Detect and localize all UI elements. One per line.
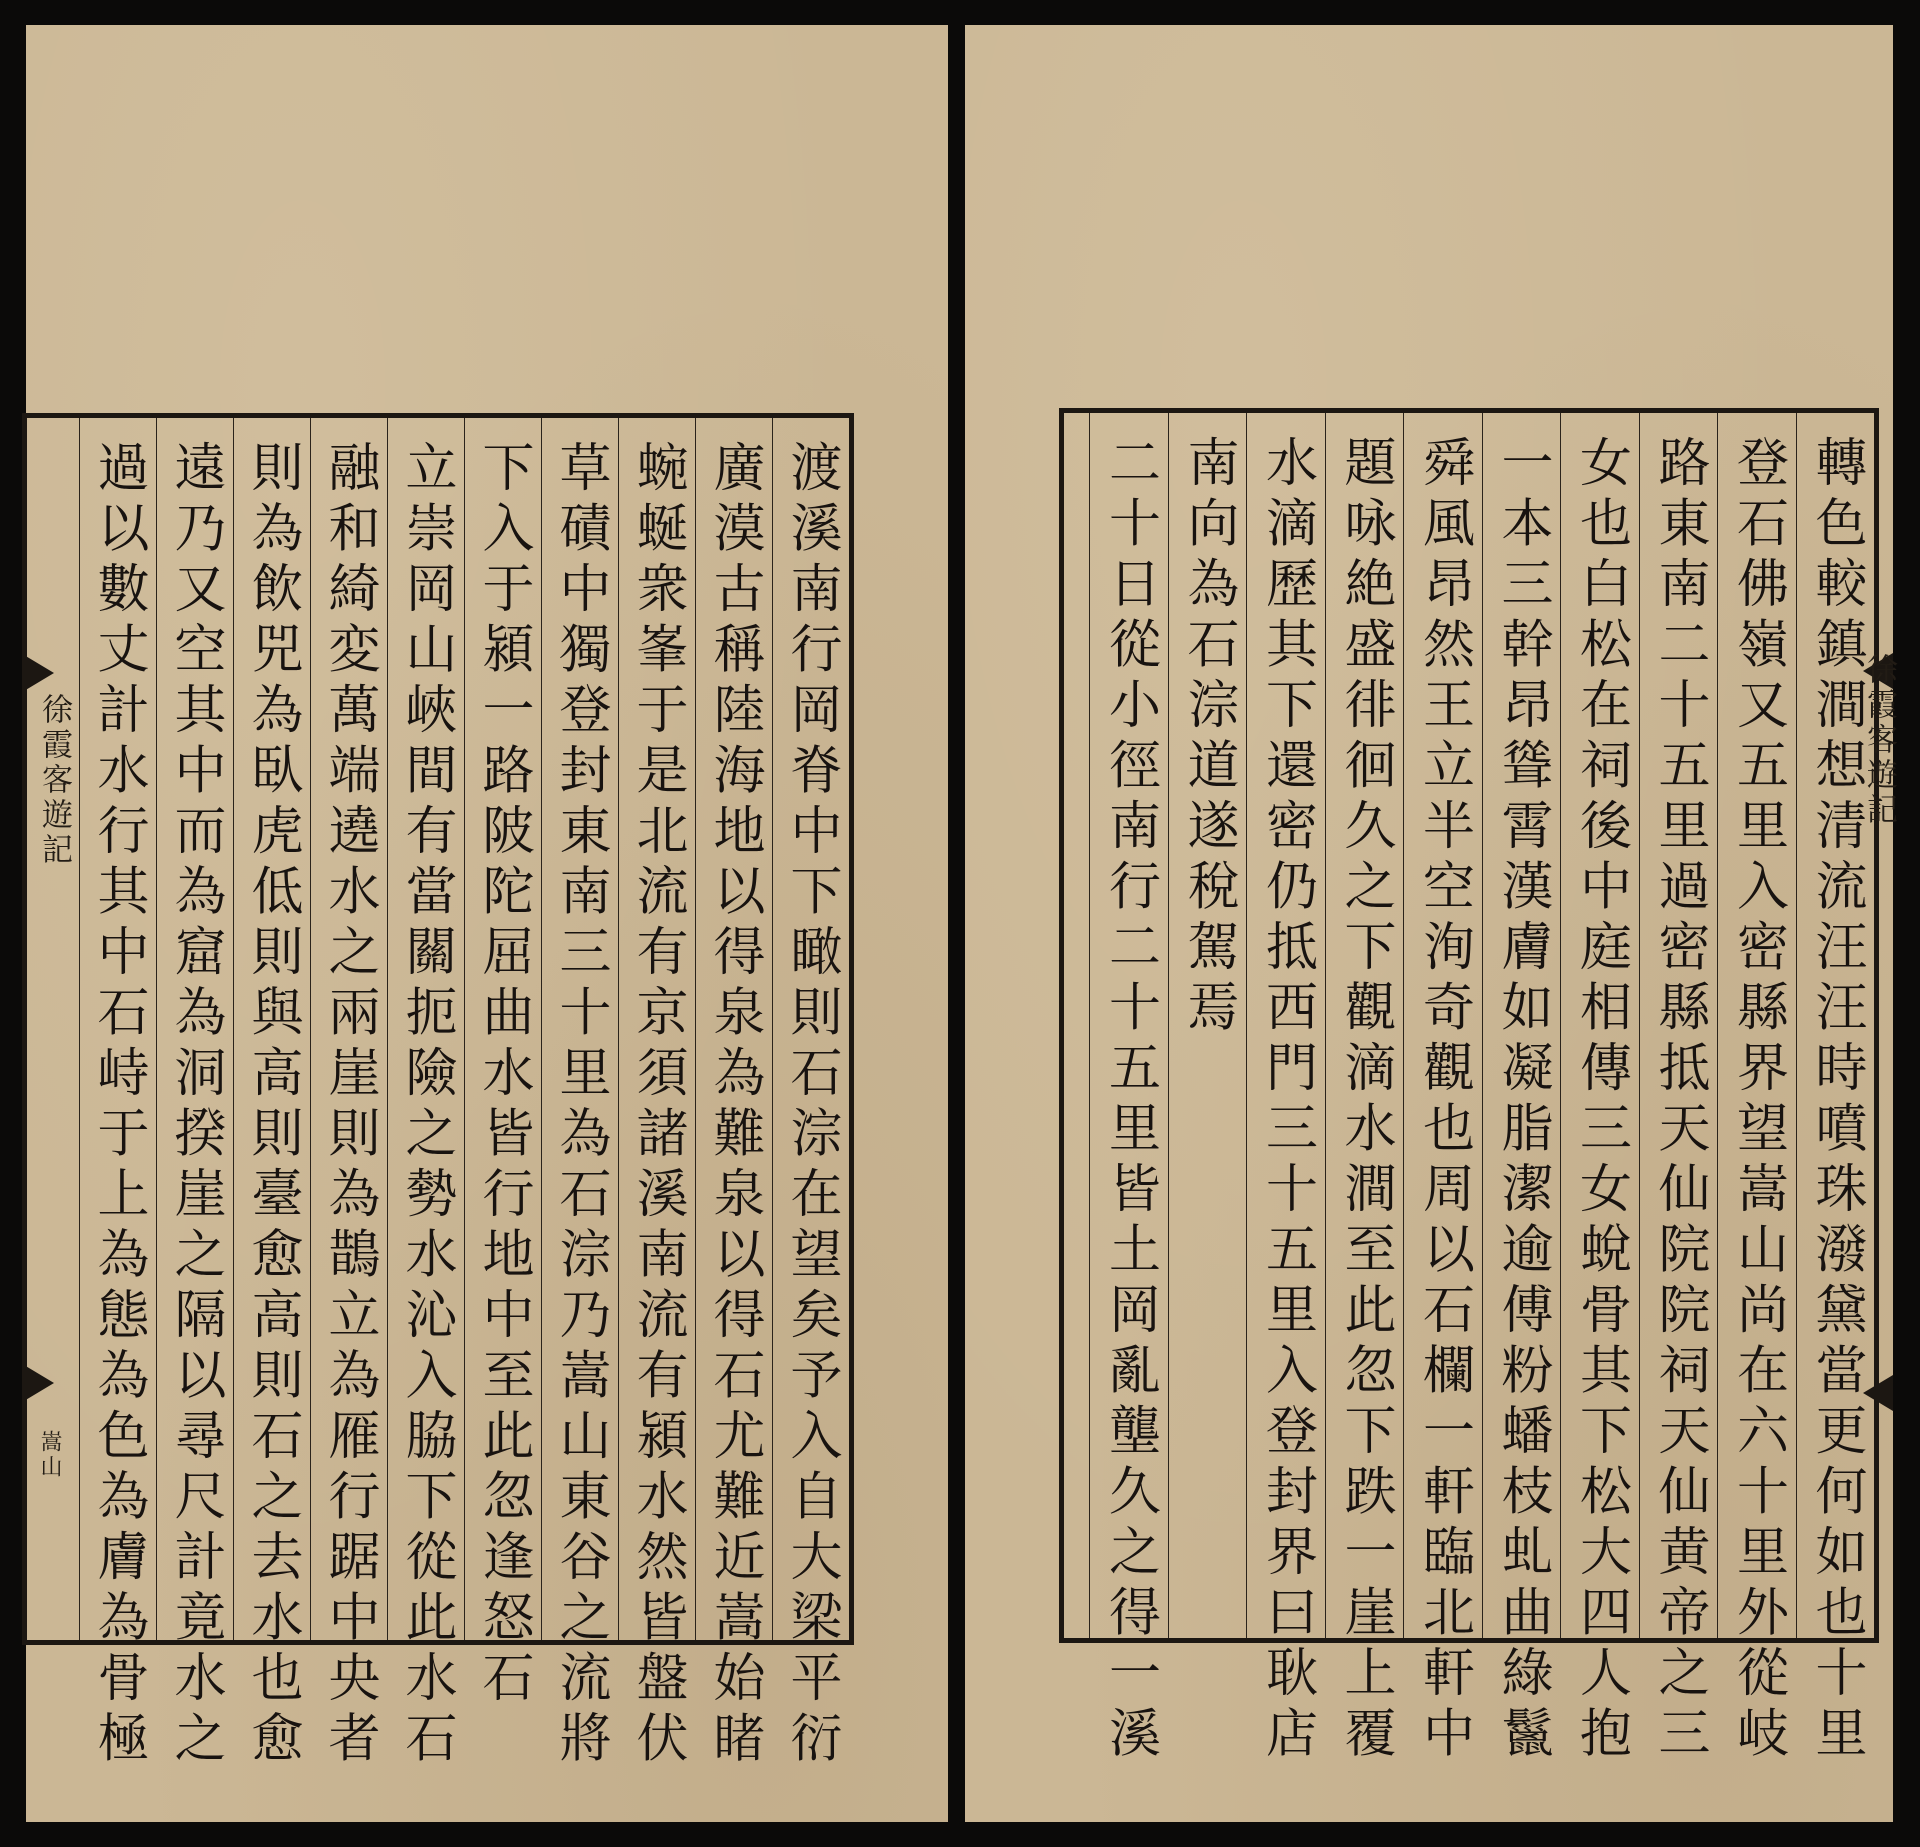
text-column <box>1560 413 1639 1766</box>
right-text-frame <box>1059 408 1879 1766</box>
text-column <box>233 418 310 1771</box>
column-text: 下入于潁一路陂陀屈曲水皆行地中至此忽逢怒石 <box>473 440 533 1711</box>
column-text: 草磧中獨登封東南三十里為石淙乃嵩山東谷之流將 <box>550 440 610 1771</box>
margin-section-label: 嵩山 <box>37 1430 62 1480</box>
text-column <box>1717 413 1796 1766</box>
book-gutter <box>948 0 965 1847</box>
column-text: 南向為石淙道遂稅駕焉 <box>1178 435 1238 1040</box>
text-column <box>541 418 618 1771</box>
text-column <box>387 418 464 1771</box>
text-column <box>1325 413 1404 1766</box>
fish-tail-ornament-icon <box>1863 1375 1893 1411</box>
column-text: 渡溪南行岡脊中下瞰則石淙在望矣予入自大梁平衍 <box>781 440 841 1771</box>
text-column <box>1639 413 1718 1766</box>
column-text: 路東南二十五里過密縣抵天仙院院祠天仙黄帝之三 <box>1649 435 1709 1766</box>
column-text: 遠乃又空其中而為窟為洞揆崖之隔以尋尺計竟水之 <box>165 440 225 1771</box>
text-column <box>464 418 541 1711</box>
column-text: 一本三幹昂聳霄漢膚如凝脂潔逾傅粉蟠枝虬曲綠鬣 <box>1492 435 1552 1766</box>
text-column <box>310 418 387 1771</box>
column-text: 二十日從小徑南行二十五里皆土岡亂壟久之得一溪 <box>1099 435 1160 1766</box>
text-column <box>695 418 772 1771</box>
column-text: 水滴歷其下還密仍抵西門三十五里入登封界曰耿店 <box>1256 435 1317 1766</box>
fish-tail-ornament-icon <box>24 1365 54 1401</box>
column-text: 立崇岡山峽間有當關扼險之勢水沁入脇下從此水石 <box>396 440 456 1771</box>
text-column <box>79 418 156 1771</box>
text-column <box>1089 413 1168 1766</box>
column-text: 過以數丈計水行其中石峙于上為態為色為膚為骨極 <box>88 440 148 1771</box>
column-text: 轉色較鎮澗想清流汪汪時噴珠潑黛當更何如也十里 <box>1806 435 1866 1766</box>
text-column <box>1403 413 1482 1766</box>
margin-book-title: 徐霞客遊記 <box>36 693 72 868</box>
text-column <box>1796 413 1875 1766</box>
column-text: 登石佛嶺又五里入密縣界望嵩山尚在六十里外從岐 <box>1727 435 1788 1766</box>
column-text: 女也白松在祠後中庭相傳三女蛻骨其下松大四人抱 <box>1570 435 1631 1766</box>
text-column <box>618 418 695 1771</box>
left-text-frame <box>22 413 854 1771</box>
column-text: 融和綺変萬端遶水之兩崖則為鵲立為雁行踞中央者 <box>319 440 379 1771</box>
column-text: 舜風昂然王立半空洵奇觀也周以石欄一軒臨北軒中 <box>1413 435 1474 1766</box>
column-text: 則為飲兕為臥虎低則與高則臺愈高則石之去水也愈 <box>242 440 302 1771</box>
text-column <box>772 418 849 1771</box>
text-column <box>1168 413 1247 1638</box>
column-text: 蜿蜒衆峯于是北流有京須諸溪南流有潁水然皆盤伏 <box>627 440 687 1771</box>
text-column <box>1246 413 1325 1766</box>
text-column <box>1482 413 1561 1766</box>
margin-book-title: 徐霞客遊記 <box>1861 653 1897 828</box>
column-text: 廣漠古稱陸海地以得泉為難泉以得石尤難近嵩始睹 <box>704 440 764 1771</box>
column-text: 題咏絶盛徘徊久之下觀滴水澗至此忽下跌一崖上覆 <box>1335 435 1395 1766</box>
fish-tail-ornament-icon <box>24 655 54 691</box>
text-column <box>156 418 233 1771</box>
right-page <box>965 25 1897 1822</box>
left-page <box>26 25 948 1822</box>
